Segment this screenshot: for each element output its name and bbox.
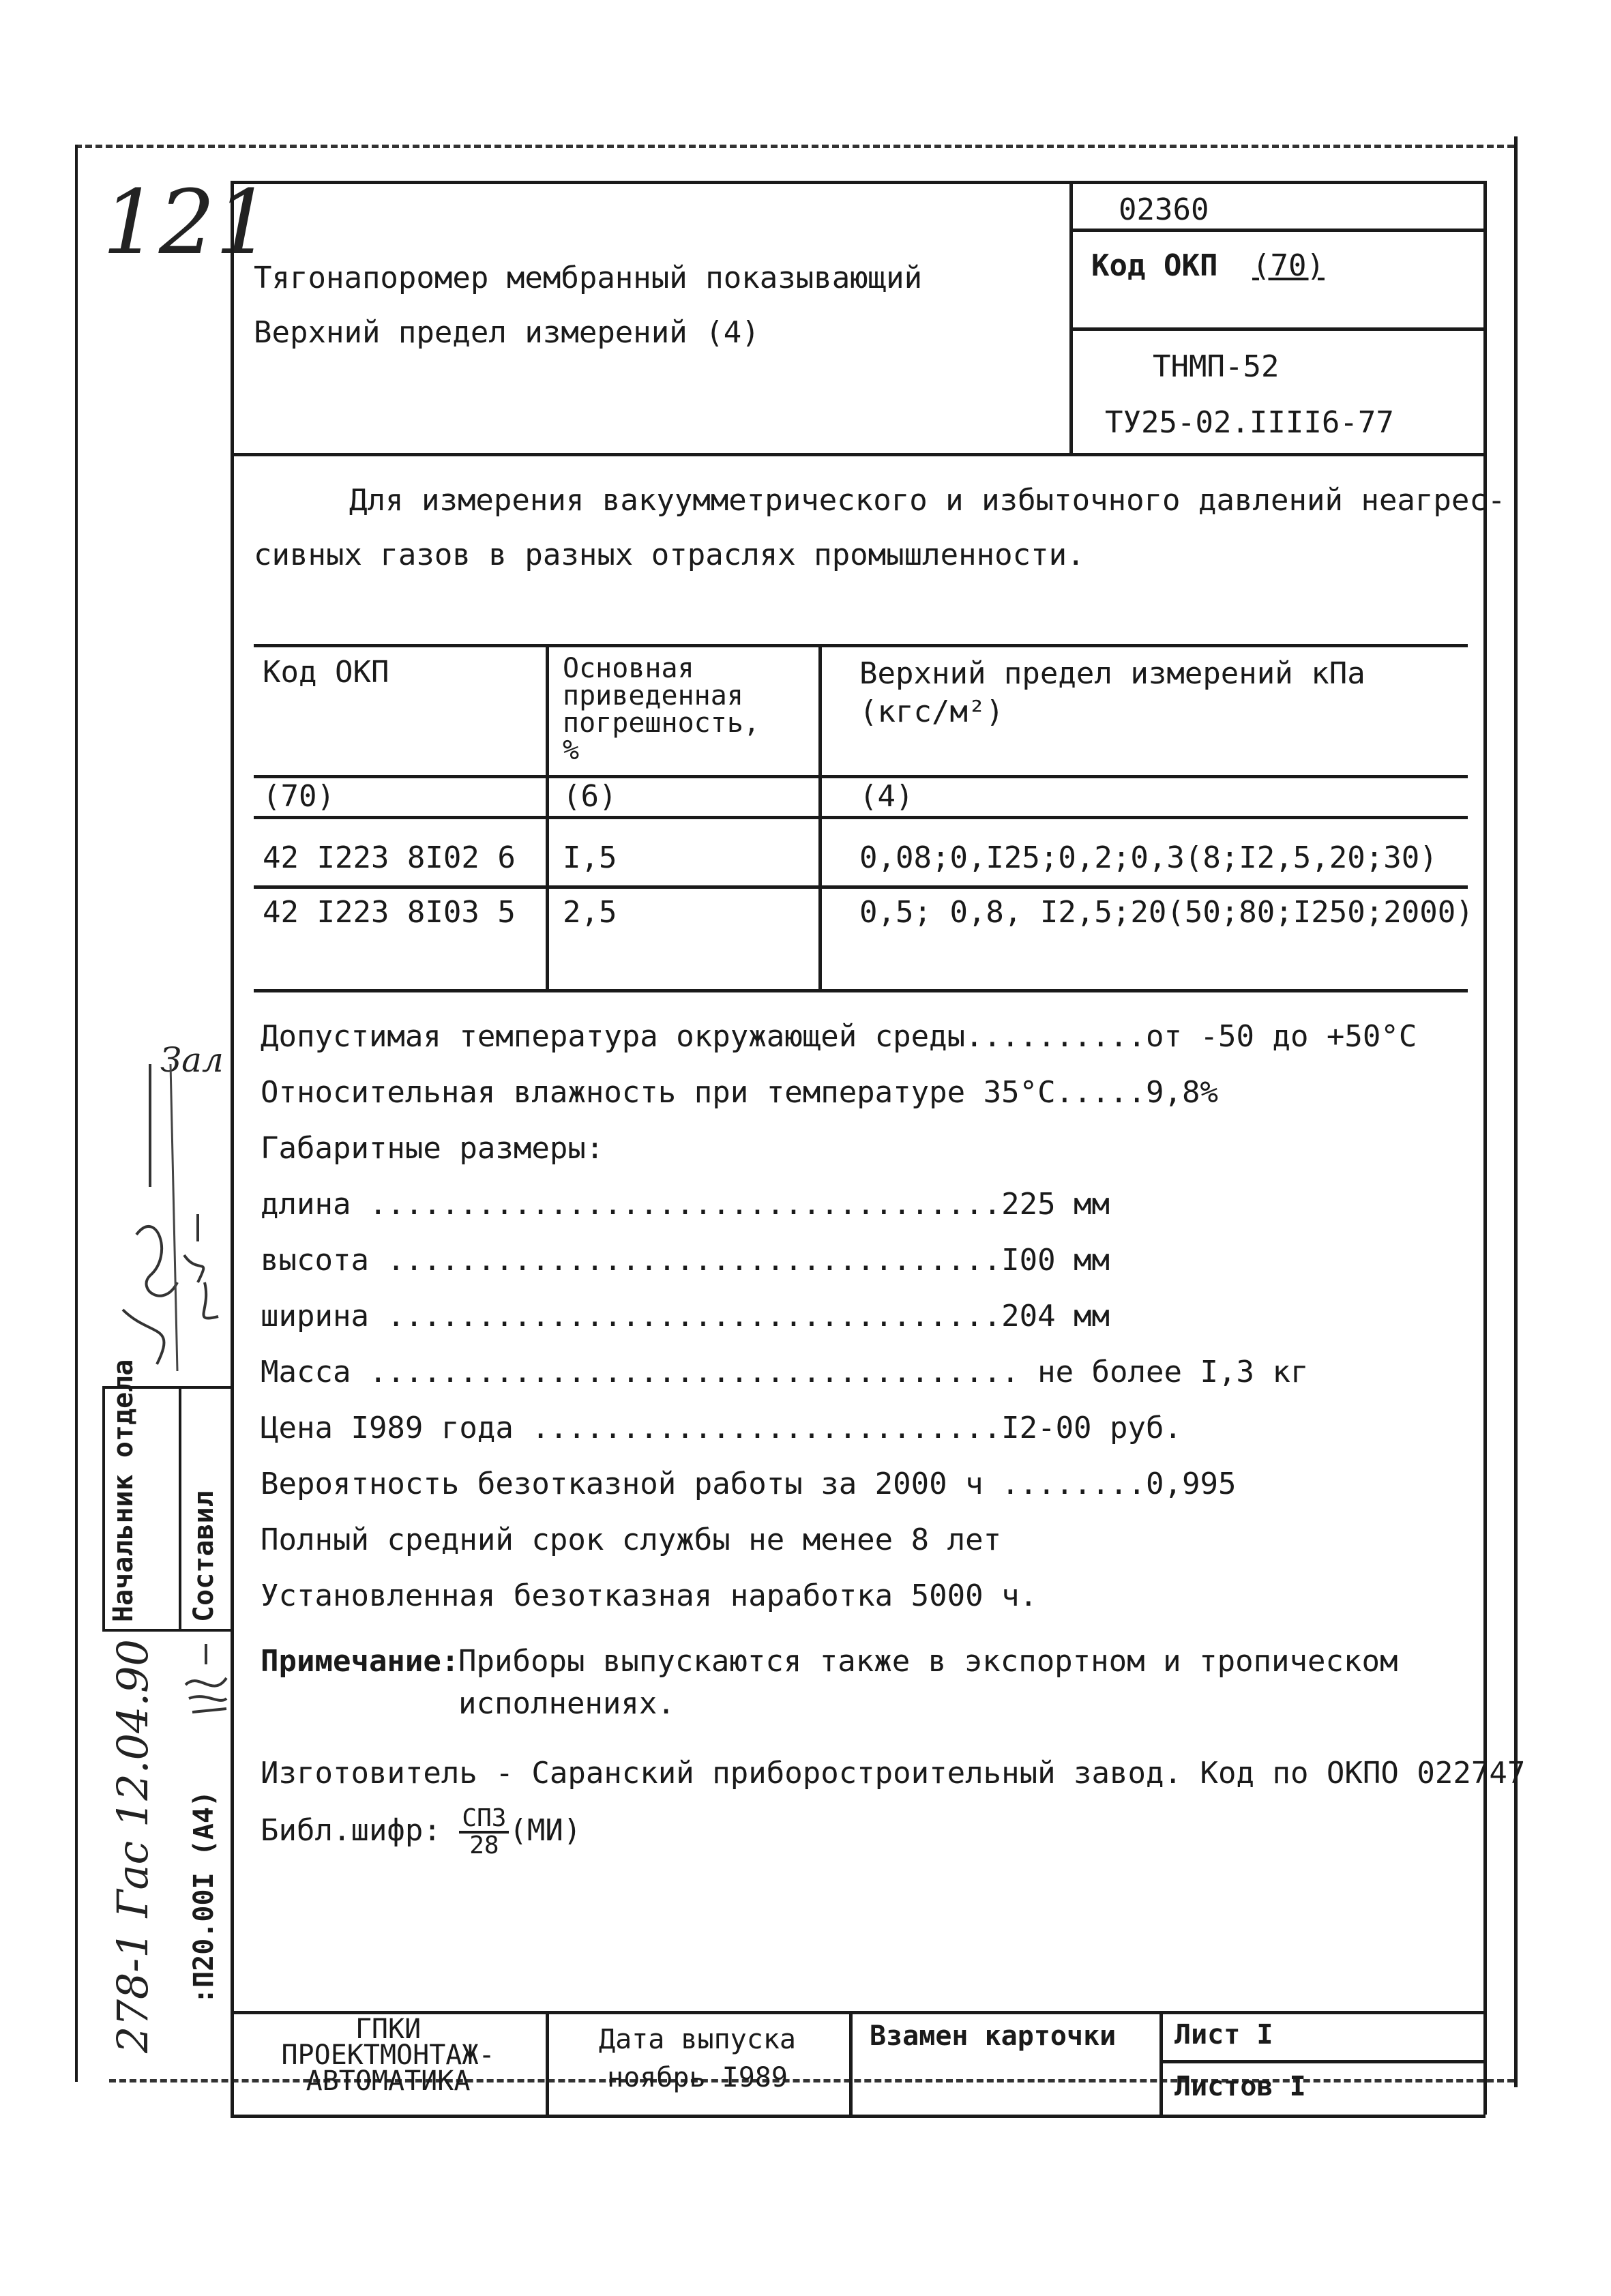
spec-humidity: Относительная влажность при температуре 35°С.....9,8%	[261, 1075, 1218, 1110]
footer-sheets: Листов I	[1174, 2071, 1306, 2102]
table-row-line	[254, 885, 1468, 889]
sidebar-handwritten-note: 278-1 Гас 12.04.90	[108, 1639, 158, 2053]
table-row-1-error: I,5	[563, 840, 617, 875]
frame-right	[1483, 181, 1487, 2115]
footer-org-3: АВТОМАТИКА	[306, 2065, 471, 2097]
table-col-2	[818, 644, 822, 989]
library-label: Библ.шифр:	[261, 1813, 441, 1848]
table-row-1-okp: 42 I223 8I02 6	[263, 840, 516, 875]
table-row-2-okp: 42 I223 8I03 5	[263, 895, 516, 930]
footer-bottom	[231, 2115, 1486, 2118]
compiled-signature	[179, 1637, 233, 1726]
table-code-okp: (70)	[263, 779, 335, 814]
spec-mtbf: Установленная безотказная наработка 5000 ч.	[261, 1578, 1038, 1613]
okp-code: (70)	[1252, 248, 1325, 283]
footer-org-1: ГПКИ	[355, 2014, 422, 2045]
purpose-line-1: Для измерения вакуумметрического и избыточного давлений неагрес-	[349, 483, 1506, 518]
library-fraction	[459, 1806, 509, 1858]
left-border	[75, 145, 78, 2082]
spec-price: Цена I989 года ..........................I2-00 руб.	[261, 1411, 1183, 1445]
top-border	[75, 145, 1514, 148]
table-header-okp: Код ОКП	[263, 655, 389, 690]
sidebar-doc-code: :П20.00I (А4)	[188, 1790, 220, 2004]
manufacturer: Изготовитель - Саранский приборостроительный завод. Код по ОКПО 022747	[261, 1756, 1526, 1791]
library-numerator: СПЗ	[459, 1806, 509, 1834]
footer-sheet: Лист I	[1174, 2019, 1273, 2050]
signature-text: Зал	[160, 1040, 224, 1080]
note-label: Примечание:	[261, 1644, 460, 1679]
table-row-2-limit: 0,5; 0,8, I2,5;20(50;80;I250;2000)	[859, 895, 1474, 930]
sidebar-divider	[179, 1386, 181, 1629]
note-line-1: Приборы выпускаются также в экспортном и тропическом	[458, 1644, 1398, 1679]
table-header-error-1: Основная	[563, 653, 694, 684]
table-header-error-4: %	[563, 735, 580, 766]
frame-top	[231, 181, 1486, 184]
spec-length: длина ...................................225 мм	[261, 1187, 1110, 1222]
title-line-1: Тягонапоромер мембранный показывающий	[254, 261, 923, 295]
header-bottom-line	[231, 453, 1486, 456]
footer-sheet-line	[1159, 2060, 1486, 2063]
signature-scribbles	[109, 1050, 232, 1378]
okp-label: Код ОКП	[1091, 248, 1218, 283]
spec-temperature: Допустимая температура окружающей среды..........от -50 до +50°С	[261, 1019, 1417, 1054]
code-line-2	[1069, 327, 1486, 331]
sidebar-border-left	[102, 1386, 105, 1629]
table-header-limit	[859, 655, 1365, 731]
table-code-limit: (4)	[859, 779, 914, 814]
spec-width: ширина ..................................204 мм	[261, 1299, 1110, 1334]
footer-org-2: ПРОЕКТМОНТАЖ-	[281, 2040, 495, 2071]
footer-org	[231, 2014, 546, 2097]
model: ТНМП-52	[1153, 349, 1280, 384]
table-header-limit-1: Верхний предел измерений кПа	[859, 656, 1365, 691]
table-header-error-3: погрешность,	[563, 707, 760, 739]
note-line-2: исполнениях.	[458, 1686, 675, 1721]
sidebar-line-2	[102, 1629, 232, 1632]
code-number: 02360	[1119, 192, 1209, 227]
table-header-line	[254, 775, 1468, 778]
table-header-error	[563, 655, 760, 764]
spec-reliability: Вероятность безотказной работы за 2000 ч ........0,995	[261, 1467, 1237, 1501]
table-code-line	[254, 816, 1468, 819]
footer-date-value: ноябрь I989	[607, 2062, 788, 2093]
footer-date-label: Дата выпуска	[599, 2024, 796, 2055]
table-bottom	[254, 989, 1468, 992]
spec-dimensions-heading: Габаритные размеры:	[261, 1131, 604, 1166]
footer-date	[546, 2020, 849, 2097]
library-suffix: (МИ)	[509, 1813, 582, 1848]
table-top	[254, 644, 1468, 647]
table-col-1	[546, 644, 549, 989]
footer-replaces: Взамен карточки	[870, 2020, 1117, 2052]
sidebar-head-dept: Начальник отдела	[108, 1359, 139, 1622]
table-row-2-error: 2,5	[563, 895, 617, 930]
footer-col-2	[849, 2011, 853, 2115]
spec-mass: Масса .................................... не более I,3 кг	[261, 1355, 1309, 1389]
title-line-2: Верхний предел измерений (4)	[254, 315, 760, 350]
spec-service-life: Полный средний срок службы не менее 8 лет	[261, 1522, 1002, 1557]
table-row-1-limit: 0,08;0,I25;0,2;0,3(8;I2,5,20;30)	[859, 840, 1438, 875]
spec: ТУ25-02.IIII6-77	[1105, 405, 1394, 440]
right-border	[1514, 136, 1518, 2087]
code-line-1	[1069, 229, 1486, 232]
page-number-handwritten: 121	[102, 171, 272, 274]
table-header-error-2: приведенная	[563, 680, 743, 711]
purpose-line-2: сивных газов в разных отраслях промышленности.	[254, 538, 1085, 572]
table-code-error: (6)	[563, 779, 617, 814]
table-header-limit-2: (кгс/м²)	[859, 694, 1004, 729]
header-divider	[1069, 181, 1073, 454]
library-code	[261, 1806, 581, 1858]
library-denominator: 28	[469, 1831, 499, 1859]
sidebar-compiled: Составил	[188, 1490, 220, 1622]
spec-height: высота ..................................I00 мм	[261, 1243, 1110, 1278]
